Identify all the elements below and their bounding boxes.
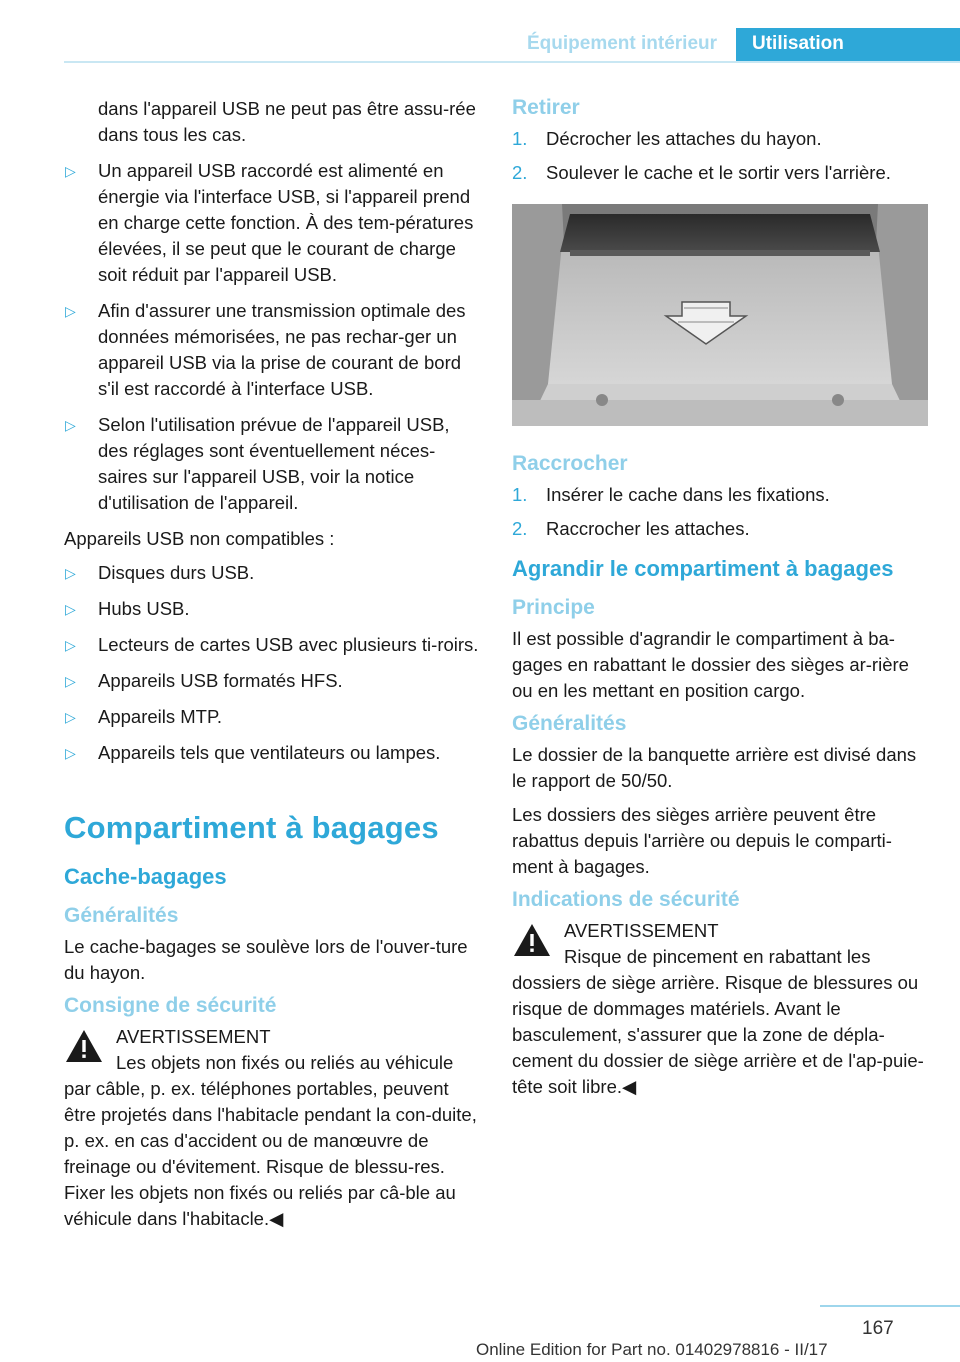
- chapter-heading: Compartiment à bagages: [64, 810, 439, 845]
- triangle-bullet-icon: ▷: [65, 709, 76, 725]
- step-item: 2. Raccrocher les attaches.: [512, 518, 750, 539]
- step-item: 1. Insérer le cache dans les fixations.: [512, 484, 830, 505]
- paragraph: Les dossiers des sièges arrière peuvent être rabattus depuis l'arrière ou depuis le comparti‐ment à bagages.: [512, 804, 892, 877]
- page-number: 167: [862, 1318, 894, 1339]
- triangle-bullet-icon: ▷: [65, 417, 76, 433]
- triangle-bullet-icon: ▷: [65, 745, 76, 761]
- list-item: ▷ Appareils USB formatés HFS.: [64, 668, 484, 694]
- cargo-cover-photo: [512, 204, 928, 426]
- section-heading: Cache-bagages: [64, 864, 227, 889]
- header-section-label: Équipement intérieur: [526, 33, 718, 54]
- step-item: 1. Décrocher les attaches du hayon.: [512, 128, 822, 149]
- subheading-safety: Indications de sécurité: [512, 888, 740, 911]
- paragraph: Le dossier de la banquette arrière est divisé dans le rapport de 50/50.: [512, 744, 917, 791]
- continued-text: dans l'appareil USB ne peut pas être assu‐rée dans tous les cas.: [98, 98, 476, 145]
- triangle-bullet-icon: ▷: [65, 565, 76, 581]
- warning-triangle-icon: [512, 922, 552, 958]
- triangle-bullet-icon: ▷: [65, 303, 76, 319]
- warning-text: Les objets non fixés ou reliés au véhicule par câble, p. ex. téléphones portables, peuvent être projetés dans l'habitacle pendant la con‐duite, p. ex. en cas d'accident ou de manœuvre de freinage ou d'évitement. Risque de blessu‐res. Fixer les objets non fixés ou reliés par câ‐ble au véhicule dans l'habitacle.◀: [64, 1052, 477, 1229]
- warning-block: [64, 1024, 484, 1232]
- subheading-safety: Consigne de sécurité: [64, 994, 277, 1017]
- list-item: ▷ Lecteurs de cartes USB avec plusieurs ti‐roirs.: [64, 632, 484, 658]
- subheading-generalites: Généralités: [64, 904, 179, 927]
- left-column: [64, 96, 484, 1242]
- page-header: [0, 28, 960, 62]
- subheading-raccrocher: Raccrocher: [512, 452, 628, 475]
- header-chapter-tab: Utilisation: [736, 28, 960, 62]
- paragraph: Il est possible d'agrandir le compartiment à ba‐gages en rabattant le dossier des sièges ar‐rière ou en les mettant en position cargo.: [512, 628, 909, 701]
- section-heading: Agrandir le compartiment à bagages: [512, 556, 894, 581]
- warning-triangle-icon: [64, 1028, 104, 1064]
- warning-title: AVERTISSEMENT: [116, 1026, 271, 1047]
- list-item: ▷ Appareils tels que ventilateurs ou lampes.: [64, 740, 484, 766]
- triangle-bullet-icon: ▷: [65, 673, 76, 689]
- right-column: [512, 96, 932, 1110]
- warning-text: Risque de pincement en rabattant les dossiers de siège arrière. Risque de blessures ou risque de dommages matériels. Avant le basculement, s'assurer que la zone de dépla‐cement du dossier de siège arrière et de l'ap‐puie-tête soit libre.◀: [512, 946, 924, 1097]
- list-item: ▷ Un appareil USB raccordé est alimenté en énergie via l'interface USB, si l'appareil prend en charge cette fonction. À des tem‐pératures élevées, il se peut que le courant de charge soit réduit par l'appareil USB.: [65, 160, 474, 285]
- list-item: ▷ Afin d'assurer une transmission optimale des données mémorisées, ne pas rechar‐ger un appareil USB via la prise de courant de bord s'il est raccordé à l'interface USB.: [65, 300, 466, 399]
- subheading-principe: Principe: [512, 596, 595, 619]
- list-item: ▷ Hubs USB.: [64, 596, 484, 622]
- trunk-illustration: [512, 204, 928, 426]
- subheading-generalites: Généralités: [512, 712, 627, 735]
- step-item: 2. Soulever le cache et le sortir vers l'arrière.: [512, 162, 891, 183]
- triangle-bullet-icon: ▷: [65, 601, 76, 617]
- footer-rule: [820, 1305, 960, 1307]
- warning-block: [512, 918, 932, 1100]
- edition-footer: Online Edition for Part no. 01402978816 - II/17: [476, 1340, 828, 1359]
- warning-title: AVERTISSEMENT: [564, 920, 719, 941]
- triangle-bullet-icon: ▷: [65, 163, 76, 179]
- header-rule: [64, 61, 960, 63]
- list-item: ▷ Appareils MTP.: [64, 704, 484, 730]
- triangle-bullet-icon: ▷: [65, 637, 76, 653]
- incompatible-intro: Appareils USB non compatibles :: [64, 528, 335, 549]
- list-item: ▷ Disques durs USB.: [64, 560, 484, 586]
- list-item: ▷ Selon l'utilisation prévue de l'appareil USB, des réglages sont éventuellement néces‐saires sur l'appareil USB, voir la notice d'utilisation de l'appareil.: [65, 414, 450, 513]
- paragraph: Le cache-bagages se soulève lors de l'ouver‐ture du hayon.: [64, 936, 468, 983]
- subheading-retirer: Retirer: [512, 96, 580, 119]
